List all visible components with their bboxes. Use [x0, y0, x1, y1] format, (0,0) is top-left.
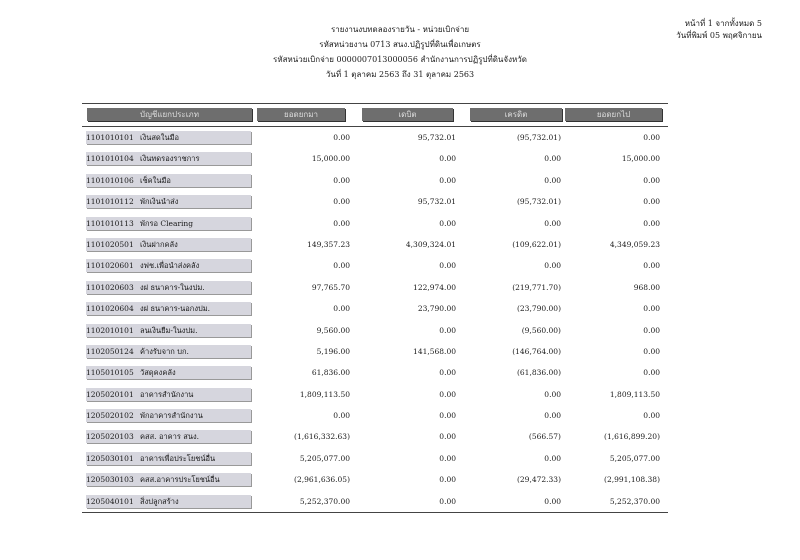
- debit-value: 95,732.01: [417, 197, 456, 207]
- carried-forward-value: 0.00: [643, 175, 660, 185]
- carried-forward-value: 0.00: [643, 197, 660, 207]
- brought-forward-value: 0.00: [333, 175, 350, 185]
- carried-forward-value: 0.00: [643, 346, 660, 356]
- table-row: [82, 277, 668, 298]
- page-meta: [676, 18, 762, 42]
- credit-value: 0.00: [544, 389, 561, 399]
- account-code: 1205020102: [86, 411, 134, 421]
- credit-value: 0.00: [544, 175, 561, 185]
- credit-value: 0.00: [544, 154, 561, 164]
- table-header: [82, 104, 668, 127]
- debit-value: 0.00: [439, 496, 456, 506]
- credit-value: 0.00: [544, 218, 561, 228]
- debit-value: 122,974.00: [413, 282, 456, 292]
- agency-line: รหัสหน่วยงาน 0713 สนง.ปฏิรูปที่ดินเพื่อเกษตร: [319, 40, 481, 49]
- table-row: [82, 384, 668, 405]
- account-name: พักเงินนำส่ง: [140, 197, 179, 207]
- credit-value: 0.00: [544, 411, 561, 421]
- table-row: [82, 405, 668, 426]
- credit-value: 0.00: [544, 261, 561, 271]
- table-row: [82, 448, 668, 469]
- brought-forward-value: 0.00: [333, 197, 350, 207]
- col-header-debit: เดบิต: [362, 108, 453, 121]
- brought-forward-value: 0.00: [333, 261, 350, 271]
- account-code: 1101020604: [86, 304, 134, 314]
- brought-forward-value: 61,836.00: [311, 368, 350, 378]
- credit-value: (29,472.33): [516, 475, 561, 485]
- account-code: 1101010112: [86, 197, 134, 207]
- credit-value: (109,622.01): [512, 239, 561, 249]
- table-row: [82, 191, 668, 212]
- brought-forward-value: (1,616,332.63): [294, 432, 350, 442]
- brought-forward-value: 1,809,113.50: [299, 389, 350, 399]
- carried-forward-value: 15,000.00: [621, 154, 660, 164]
- credit-value: (95,732.01): [516, 197, 561, 207]
- brought-forward-value: 5,196.00: [316, 346, 350, 356]
- account-code: 1101010113: [86, 218, 134, 228]
- account-code: 1205030101: [86, 453, 134, 463]
- table-body: [82, 127, 668, 512]
- col-header-credit: เครดิต: [470, 108, 562, 121]
- brought-forward-value: 5,205,077.00: [299, 453, 350, 463]
- account-code: 1101010104: [86, 154, 134, 164]
- carried-forward-value: (1,616,899.20): [604, 432, 660, 442]
- debit-value: 0.00: [439, 411, 456, 421]
- brought-forward-value: 0.00: [333, 218, 350, 228]
- debit-value: 4,309,324.01: [405, 239, 456, 249]
- table-row: [82, 234, 668, 255]
- account-name: ค้างรับจาก บก.: [140, 346, 189, 356]
- account-code: 1102050124: [86, 346, 134, 356]
- debit-value: 0.00: [439, 453, 456, 463]
- brought-forward-value: 97,765.70: [311, 282, 350, 292]
- account-name: เงินฝากคลัง: [140, 239, 178, 249]
- brought-forward-value: 15,000.00: [311, 154, 350, 164]
- brought-forward-value: 0.00: [333, 304, 350, 314]
- brought-forward-value: 5,252,370.00: [299, 496, 350, 506]
- table-row: [82, 426, 668, 447]
- credit-value: 0.00: [544, 453, 561, 463]
- debit-value: 0.00: [439, 432, 456, 442]
- debit-value: 0.00: [439, 261, 456, 271]
- debit-value: 0.00: [439, 218, 456, 228]
- col-header-carried-forward: ยอดยกไป: [565, 108, 662, 121]
- print-date: วันที่พิมพ์ 05 พฤศจิกายน: [676, 31, 762, 40]
- carried-forward-value: 0.00: [643, 304, 660, 314]
- carried-forward-value: 5,252,370.00: [609, 496, 660, 506]
- brought-forward-value: 0.00: [333, 411, 350, 421]
- account-name: เงินทดรองราชการ: [140, 154, 200, 164]
- carried-forward-value: 0.00: [643, 218, 660, 228]
- table-row: [82, 127, 668, 148]
- account-code: 1101010106: [86, 175, 134, 185]
- account-name: งฝ ธนาคาร-นอกงปม.: [140, 304, 211, 314]
- table-row: [82, 170, 668, 191]
- account-name: ลนเงินยืม-ในงปม.: [140, 325, 198, 335]
- brought-forward-value: (2,961,636.05): [294, 475, 350, 485]
- carried-forward-value: 0.00: [643, 368, 660, 378]
- account-name: อาคารสำนักงาน: [140, 389, 194, 399]
- carried-forward-value: 5,205,077.00: [609, 453, 660, 463]
- debit-value: 95,732.01: [417, 133, 456, 142]
- credit-value: (23,790.00): [516, 304, 561, 314]
- carried-forward-value: 0.00: [643, 325, 660, 335]
- disbursing-unit-line: รหัสหน่วยเบิกจ่าย 0000007013000056 สำนักงานการปฏิรูปที่ดินจังหวัด: [273, 55, 527, 64]
- credit-value: (219,771.70): [512, 282, 561, 292]
- credit-value: (95,732.01): [516, 133, 561, 142]
- account-code: 1101010101: [86, 133, 134, 142]
- credit-value: (61,836.00): [516, 368, 561, 378]
- account-code: 1101020601: [86, 261, 134, 271]
- carried-forward-value: 0.00: [643, 261, 660, 271]
- debit-value: 141,568.00: [413, 346, 456, 356]
- carried-forward-value: 968.00: [633, 282, 660, 292]
- col-header-brought-forward: ยอดยกมา: [257, 108, 345, 121]
- account-name: อาคารเพื่อประโยชน์อื่น: [140, 453, 216, 463]
- debit-value: 0.00: [439, 368, 456, 378]
- account-name: คสส. อาคาร สนง.: [140, 432, 200, 442]
- account-code: 1102010101: [86, 325, 134, 335]
- report-title: รายงานงบทดลองรายวัน - หน่วยเบิกจ่าย: [330, 25, 470, 34]
- brought-forward-value: 9,560.00: [316, 325, 350, 335]
- account-code: 1105010105: [86, 368, 134, 378]
- report-header: [200, 22, 600, 82]
- carried-forward-value: 4,349,059.23: [609, 239, 660, 249]
- table-row: [82, 148, 668, 169]
- credit-value: (566.57): [528, 432, 561, 442]
- account-code: 1205020101: [86, 389, 134, 399]
- account-name: งฝ ธนาคาร-ในงปม.: [140, 282, 205, 292]
- account-code: 1205030103: [86, 475, 134, 485]
- debit-value: 0.00: [439, 475, 456, 485]
- carried-forward-value: 0.00: [643, 133, 660, 142]
- account-code: 1101020501: [86, 239, 134, 249]
- account-code: 1205020103: [86, 432, 134, 442]
- debit-value: 0.00: [439, 154, 456, 164]
- table-row: [82, 491, 668, 512]
- account-name: งฟช.เพื่อนำส่งคลัง: [140, 261, 200, 271]
- table-row: [82, 469, 668, 490]
- account-name: เงินสดในมือ: [140, 133, 180, 142]
- table-row: [82, 362, 668, 383]
- debit-value: 0.00: [439, 325, 456, 335]
- table-row: [82, 341, 668, 362]
- brought-forward-value: 0.00: [333, 133, 350, 142]
- account-name: คสส.อาคารประโยชน์อื่น: [140, 475, 220, 485]
- account-name: เช็คในมือ: [140, 175, 171, 185]
- table-row: [82, 320, 668, 341]
- table-row: [82, 213, 668, 234]
- account-name: พักรอ Clearing: [140, 218, 194, 228]
- carried-forward-value: 0.00: [643, 411, 660, 421]
- carried-forward-value: (2,991,108.38): [604, 475, 660, 485]
- account-name: วัสดุคงคลัง: [140, 368, 176, 378]
- trial-balance-table: [82, 103, 668, 513]
- account-code: 1101020603: [86, 282, 134, 292]
- account-name: พักอาคารสำนักงาน: [140, 411, 203, 421]
- credit-value: 0.00: [544, 496, 561, 506]
- col-header-account: บัญชีแยกประเภท: [87, 108, 252, 121]
- table-row: [82, 255, 668, 276]
- page-info: หน้าที่ 1 จากทั้งหมด 5: [684, 19, 762, 28]
- debit-value: 0.00: [439, 389, 456, 399]
- table-row: [82, 298, 668, 319]
- debit-value: 0.00: [439, 175, 456, 185]
- carried-forward-value: 1,809,113.50: [609, 389, 660, 399]
- brought-forward-value: 149,357.23: [307, 239, 350, 249]
- credit-value: (146,764.00): [512, 346, 561, 356]
- debit-value: 23,790.00: [417, 304, 456, 314]
- credit-value: (9,560.00): [521, 325, 561, 335]
- account-code: 1205040101: [86, 496, 134, 506]
- date-range: วันที่ 1 ตุลาคม 2563 ถึง 31 ตุลาคม 2563: [325, 70, 475, 79]
- account-name: สิ่งปลูกสร้าง: [140, 496, 179, 506]
